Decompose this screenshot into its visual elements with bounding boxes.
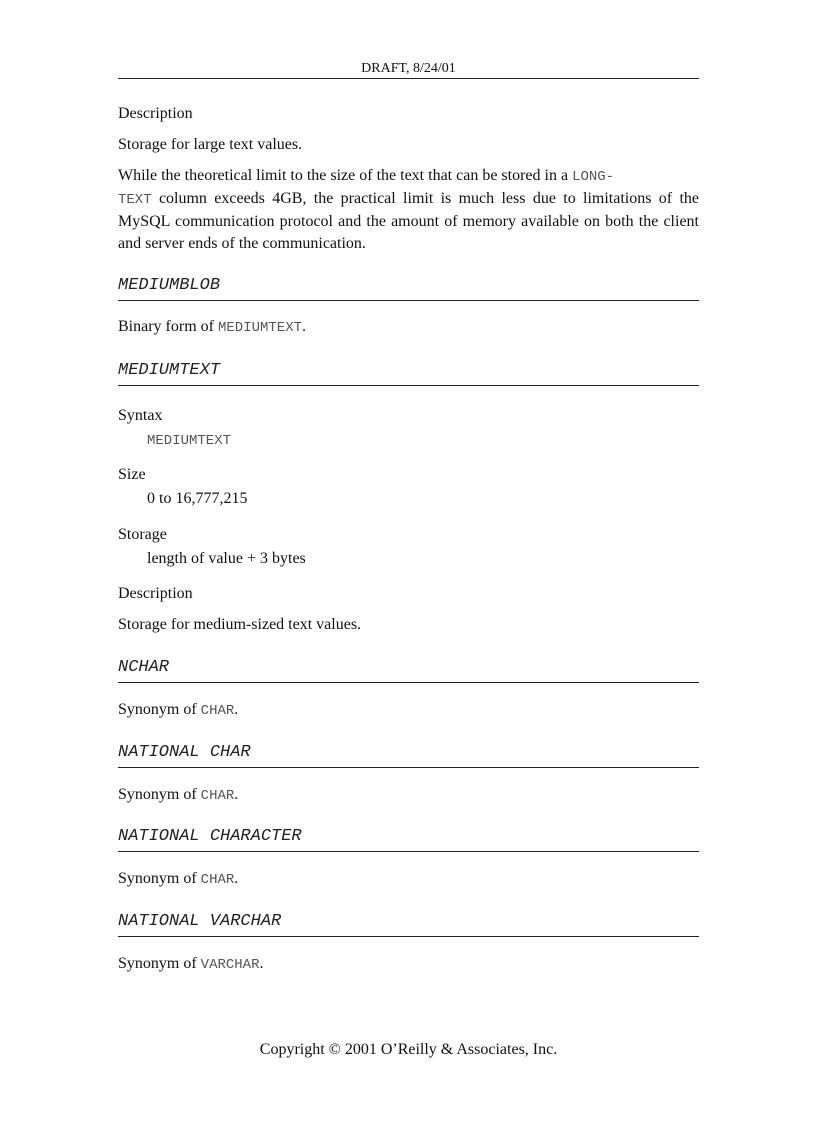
definition-text: Synonym of	[118, 955, 201, 972]
definition-text: Synonym of	[118, 701, 201, 718]
code-term: CHAR	[200, 703, 235, 719]
national-varchar-definition	[118, 953, 699, 976]
body-text-before: While the theoretical limit to the size of the text that can be stored in a	[118, 167, 573, 184]
syntax-value	[147, 429, 699, 452]
entry-heading-nchar: NCHAR	[118, 658, 699, 683]
syntax-label: Syntax	[118, 407, 163, 424]
storage-label: Storage	[118, 526, 167, 543]
longtext-code-part2: TEXT	[118, 192, 152, 208]
nchar-definition	[118, 699, 699, 722]
definition-punct: .	[234, 786, 239, 803]
entry-heading-national-char: NATIONAL CHAR	[118, 743, 699, 768]
size-label: Size	[118, 466, 146, 483]
entry-heading-mediumtext: MEDIUMTEXT	[118, 361, 699, 386]
description-label: Description	[118, 105, 193, 122]
mediumtext-description-label: Description	[118, 585, 193, 602]
definition-punct: .	[302, 318, 306, 335]
definition-text: Binary form of	[118, 318, 218, 335]
national-character-definition	[118, 868, 699, 891]
entry-heading-national-varchar: NATIONAL VARCHAR	[118, 912, 699, 937]
size-value: 0 to 16,777,215	[147, 490, 248, 507]
code-term: MEDIUMTEXT	[217, 320, 302, 336]
page-footer: Copyright © 2001 O’Reilly & Associates, Inc.	[259, 1041, 558, 1058]
description-body	[118, 165, 699, 255]
definition-text: Synonym of	[118, 786, 201, 803]
mediumblob-definition	[118, 316, 699, 339]
syntax-code: MEDIUMTEXT	[147, 433, 232, 449]
code-term: CHAR	[200, 872, 235, 888]
mediumtext-description-value: Storage for medium-sized text values.	[118, 616, 362, 633]
header-rule	[118, 78, 699, 79]
definition-punct: .	[259, 955, 264, 972]
definition-punct: .	[234, 870, 239, 887]
definition-text: Synonym of	[118, 870, 201, 887]
page-header: DRAFT, 8/24/01	[361, 61, 456, 76]
description-summary: Storage for large text values.	[118, 136, 303, 153]
code-term: CHAR	[200, 788, 235, 804]
body-text-after: column exceeds 4GB, the practical limit is much less due to limitations of the MySQL communication protocol and the amount of memory available on both the client and server ends of the communication.	[118, 190, 699, 252]
longtext-code-part1: LONG-	[572, 169, 615, 185]
code-term: VARCHAR	[200, 957, 260, 973]
definition-punct: .	[234, 701, 239, 718]
storage-value: length of value + 3 bytes	[147, 550, 306, 567]
national-char-definition	[118, 784, 699, 807]
entry-heading-national-character: NATIONAL CHARACTER	[118, 827, 699, 852]
entry-heading-mediumblob: MEDIUMBLOB	[118, 276, 699, 301]
